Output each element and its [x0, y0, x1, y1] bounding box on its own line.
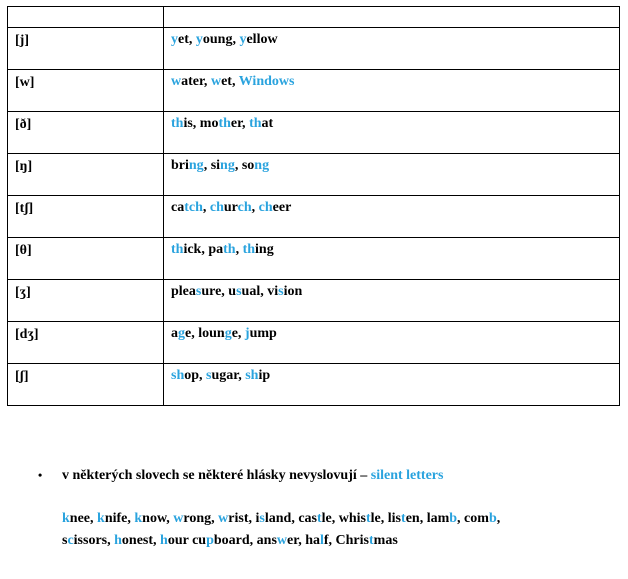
highlighted-letters: b — [449, 511, 458, 526]
word-text: , — [202, 200, 210, 215]
table-row — [8, 112, 620, 154]
highlighted-letters: Windows — [238, 74, 295, 89]
word-text: ing — [255, 242, 274, 257]
highlighted-letters: p — [206, 533, 214, 548]
phonetics-table — [7, 6, 620, 406]
highlighted-letters: h — [160, 533, 168, 548]
highlighted-letters: g — [224, 326, 232, 341]
bullet-text: v některých slovech se některé hlásky nevyslovují – — [62, 468, 371, 483]
highlighted-letters: t — [369, 533, 374, 548]
bullet-marker: • — [38, 468, 43, 482]
word-text: , si — [203, 158, 221, 173]
highlighted-letters: sh — [171, 368, 185, 383]
highlighted-letters: th — [218, 116, 231, 131]
highlighted-letters: w — [210, 74, 222, 89]
word-text: issors, — [73, 533, 115, 548]
word-text: board, ans — [213, 533, 277, 548]
table-row — [8, 154, 620, 196]
word-text: ick, pa — [183, 242, 224, 257]
word-text: nife, — [104, 511, 135, 526]
highlighted-letters: sh — [245, 368, 259, 383]
word-text: le, lis — [370, 511, 402, 526]
word-text: en, lam — [405, 511, 450, 526]
word-text: ater, — [181, 74, 211, 89]
example-words — [164, 280, 620, 322]
table-row — [8, 238, 620, 280]
word-text: plea — [171, 284, 196, 299]
phonetic-symbol: [θ] — [8, 238, 164, 280]
highlighted-letters: ch — [237, 200, 252, 215]
phonetic-symbol: [ʃ] — [8, 364, 164, 406]
word-text: , — [496, 511, 501, 526]
highlighted-letters: w — [171, 74, 182, 89]
highlighted-letters: t — [366, 511, 371, 526]
word-text: f, Chris — [323, 533, 369, 548]
highlighted-letters: s — [259, 511, 265, 526]
word-text: onest, — [121, 533, 161, 548]
word-text: now, — [142, 511, 174, 526]
header-cell-examples — [164, 7, 620, 28]
word-text: rong, — [183, 511, 219, 526]
phonetic-symbol: [ŋ] — [8, 154, 164, 196]
word-text: rist, i — [228, 511, 260, 526]
highlighted-letters: j — [244, 326, 250, 341]
highlighted-letters: t — [316, 511, 322, 526]
example-words — [164, 364, 620, 406]
highlighted-letters: b — [488, 511, 497, 526]
silent-letters-line — [62, 530, 602, 552]
highlighted-letters: s — [278, 284, 284, 299]
highlighted-letters: y — [171, 32, 178, 47]
highlighted-letters: y — [195, 32, 203, 47]
word-text: ual, vi — [241, 284, 279, 299]
highlighted-letters: k — [62, 511, 70, 526]
example-words — [164, 238, 620, 280]
highlighted-letters: k — [97, 511, 105, 526]
highlighted-letters: y — [239, 32, 247, 47]
word-text: at — [261, 116, 274, 131]
phonetic-symbol: [j] — [8, 28, 164, 70]
word-text: le, whis — [321, 511, 366, 526]
table-row — [8, 280, 620, 322]
word-text: et, — [221, 74, 239, 89]
word-text: s — [62, 533, 68, 548]
word-text: nee, — [69, 511, 98, 526]
word-text: e, loun — [185, 326, 225, 341]
table-header-row — [8, 7, 620, 28]
word-text: op, — [184, 368, 207, 383]
example-words — [164, 196, 620, 238]
highlighted-letters: ch — [209, 200, 224, 215]
word-text: ca — [171, 200, 185, 215]
header-cell-symbol — [8, 7, 164, 28]
table-row — [8, 196, 620, 238]
bullet-highlight: silent letters — [370, 468, 444, 483]
table-row — [8, 28, 620, 70]
highlighted-letters: ng — [188, 158, 204, 173]
word-text: , — [251, 200, 259, 215]
highlighted-letters: w — [218, 511, 229, 526]
word-text: ion — [283, 284, 303, 299]
word-text: land, cas — [264, 511, 317, 526]
highlighted-letters: s — [206, 368, 212, 383]
highlighted-letters: s — [236, 284, 242, 299]
highlighted-letters: k — [134, 511, 143, 526]
word-text: a — [171, 326, 178, 341]
word-text: , com — [457, 511, 489, 526]
table-row — [8, 322, 620, 364]
word-text: ur — [223, 200, 238, 215]
phonetic-symbol: [ʒ] — [8, 280, 164, 322]
highlighted-letters: th — [249, 116, 262, 131]
silent-letters-line — [62, 508, 602, 530]
word-text: er, — [230, 116, 250, 131]
example-words — [164, 28, 620, 70]
example-words — [164, 70, 620, 112]
highlighted-letters: w — [276, 533, 288, 548]
highlighted-letters: s — [195, 284, 202, 299]
phonetic-symbol: [w] — [8, 70, 164, 112]
word-text: , so — [234, 158, 255, 173]
word-text: mas — [373, 533, 398, 548]
highlighted-letters: t — [401, 511, 406, 526]
phonetics-table-body — [8, 7, 620, 406]
highlighted-letters: g — [178, 326, 185, 341]
highlighted-letters: th — [242, 242, 256, 257]
word-text: oung, — [202, 32, 240, 47]
word-text: ump — [249, 326, 277, 341]
example-words — [164, 154, 620, 196]
word-text: is, mo — [183, 116, 219, 131]
phonetic-symbol: [ð] — [8, 112, 164, 154]
highlighted-letters: th — [171, 242, 184, 257]
highlighted-letters: th — [223, 242, 236, 257]
word-text: our cu — [167, 533, 207, 548]
highlighted-letters: th — [171, 116, 184, 131]
word-text: bri — [171, 158, 189, 173]
word-text: er, ha — [287, 533, 320, 548]
table-row — [8, 70, 620, 112]
silent-letters-bullet — [38, 466, 443, 485]
example-words — [164, 322, 620, 364]
highlighted-letters: ng — [254, 158, 270, 173]
highlighted-letters: w — [173, 511, 184, 526]
example-words — [164, 112, 620, 154]
highlighted-letters: ch — [258, 200, 273, 215]
highlighted-letters: l — [319, 533, 324, 548]
word-text: eer — [272, 200, 292, 215]
highlighted-letters: tch — [184, 200, 203, 215]
word-text: e, — [231, 326, 245, 341]
phonetic-symbol: [tʃ] — [8, 196, 164, 238]
word-text: ellow — [246, 32, 278, 47]
highlighted-letters: h — [114, 533, 122, 548]
phonetic-symbol: [dʒ] — [8, 322, 164, 364]
word-text: ugar, — [211, 368, 246, 383]
word-text: ure, u — [201, 284, 237, 299]
silent-letters-examples — [62, 508, 602, 552]
word-text: , — [235, 242, 243, 257]
word-text: et, — [178, 32, 196, 47]
word-text: ip — [258, 368, 271, 383]
highlighted-letters: c — [67, 533, 74, 548]
highlighted-letters: ng — [220, 158, 235, 173]
table-row — [8, 364, 620, 406]
